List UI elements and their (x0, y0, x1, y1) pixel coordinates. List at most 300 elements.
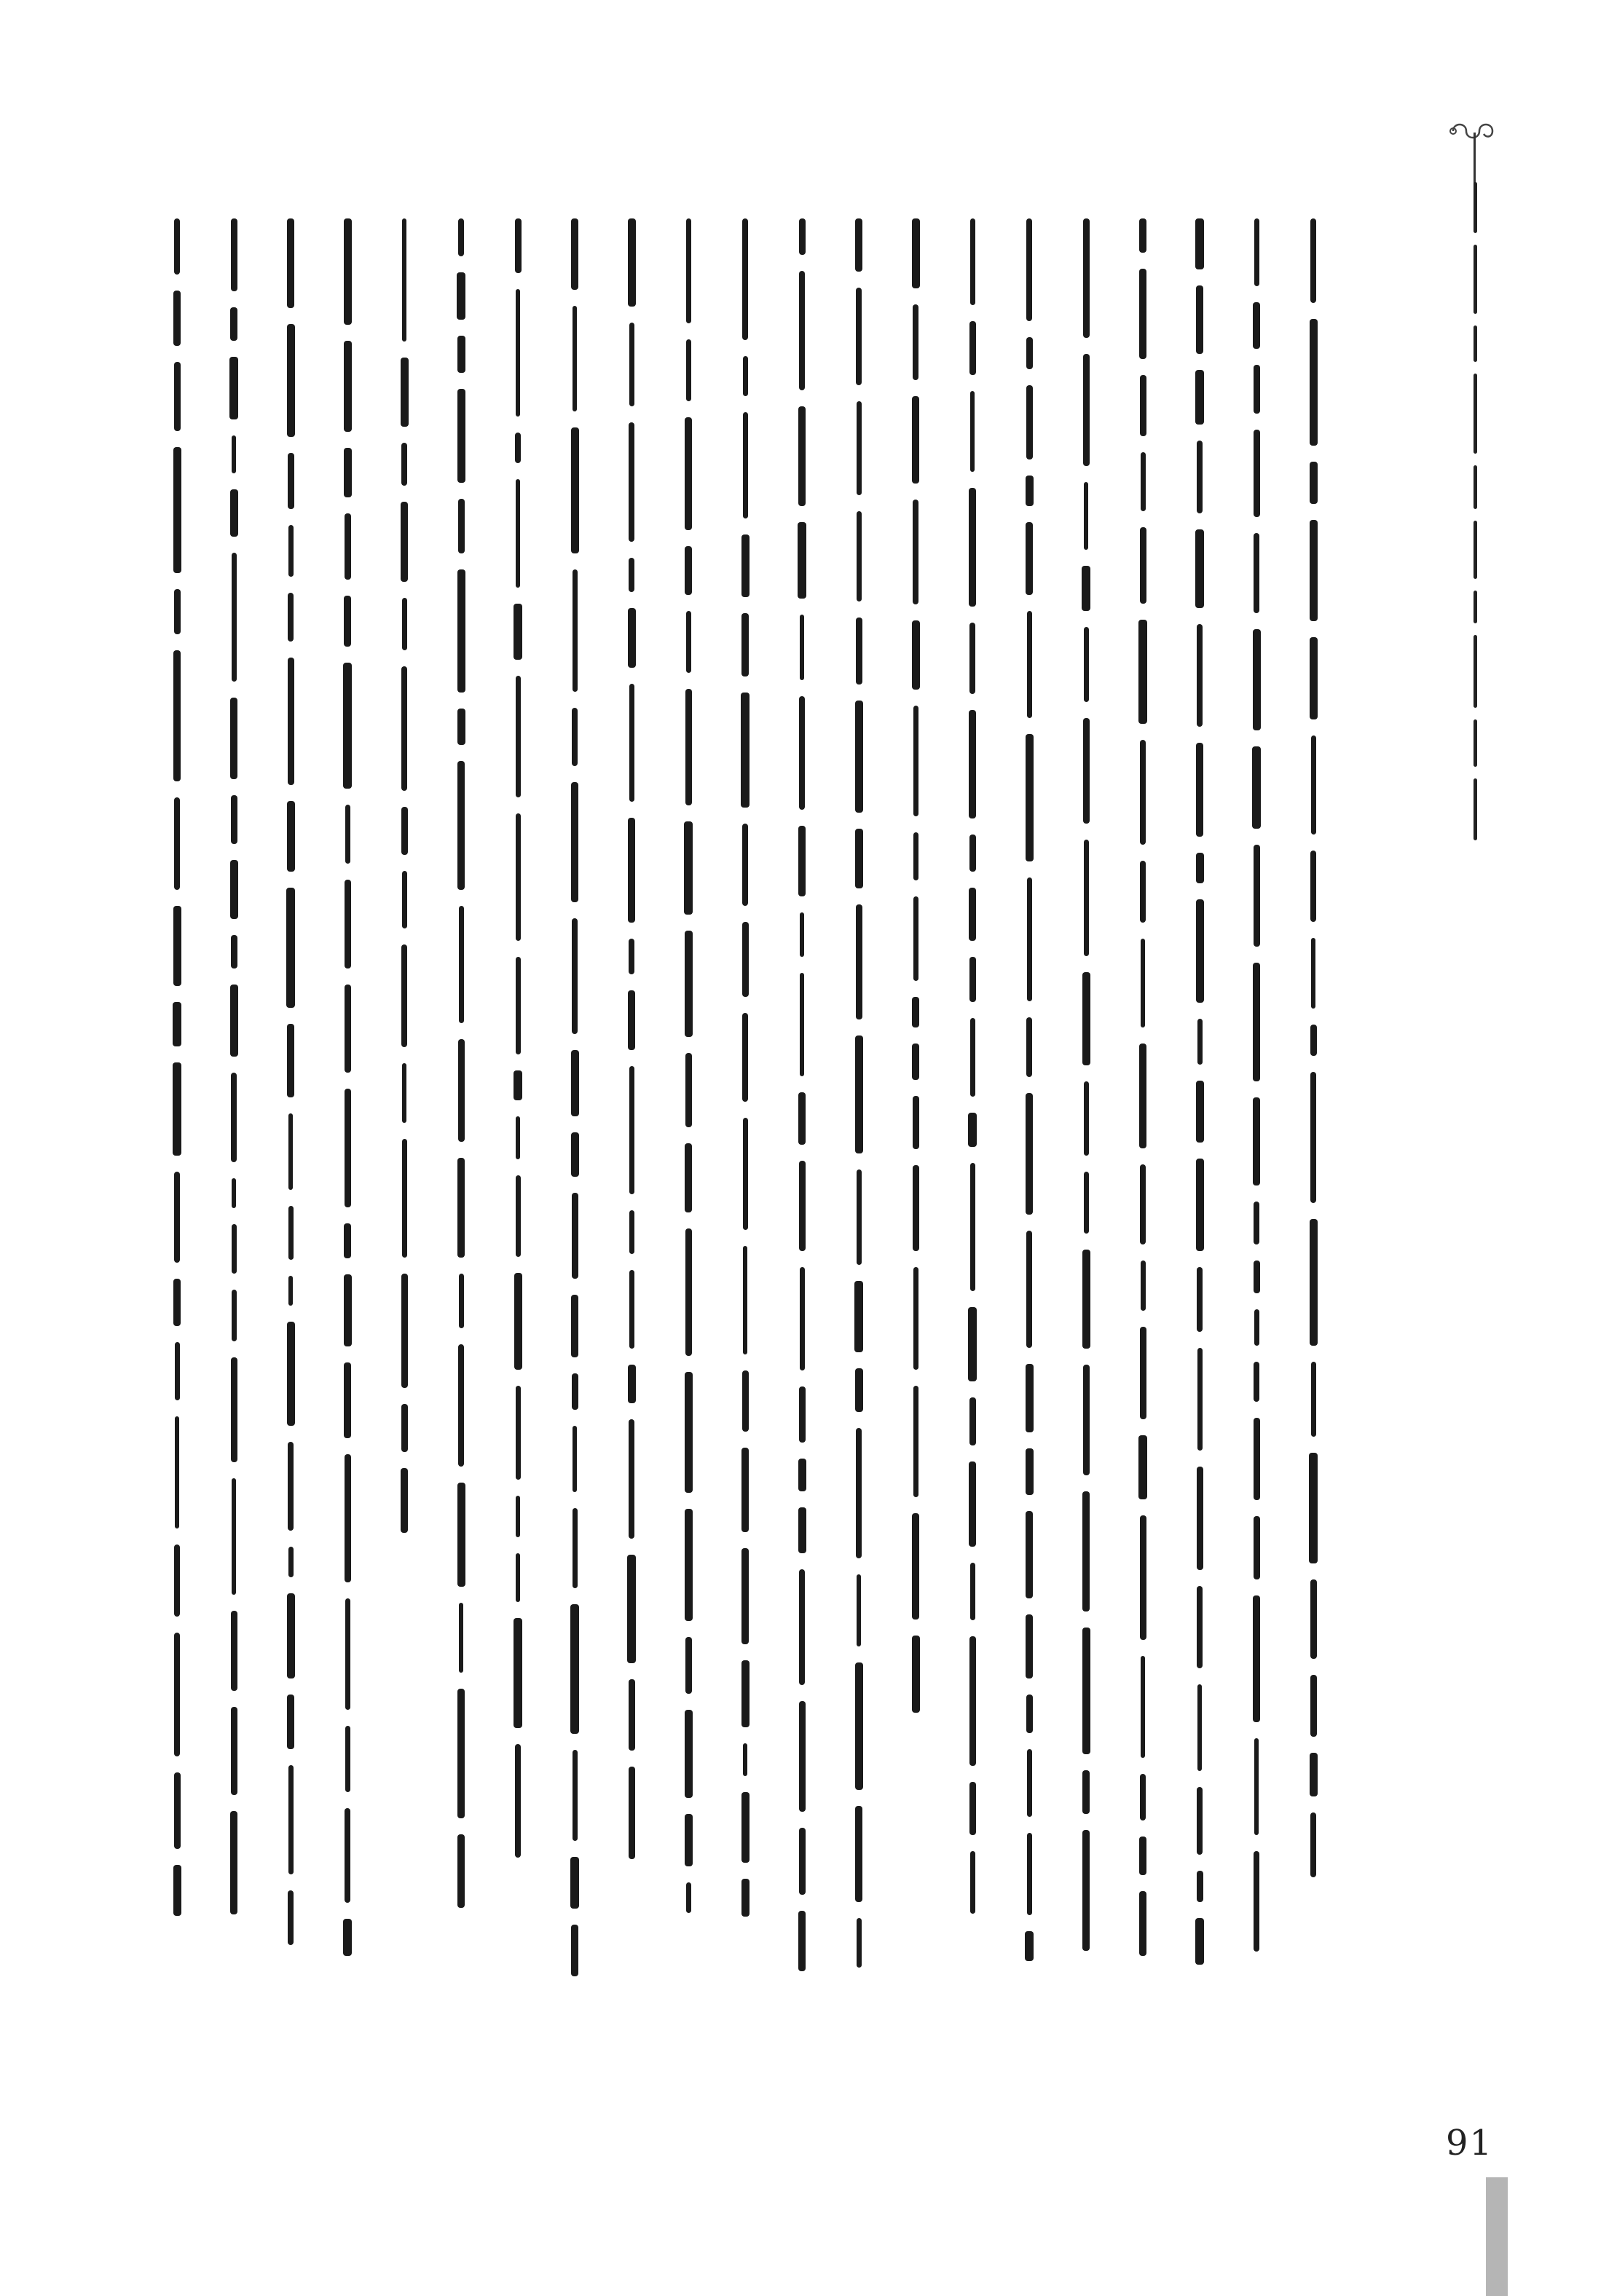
mongolian-word (1254, 845, 1260, 947)
mongolian-word (855, 1662, 863, 1790)
mongolian-word (457, 336, 465, 373)
mongolian-word (1083, 354, 1090, 466)
mongolian-word (1196, 853, 1204, 883)
mongolian-word (628, 218, 636, 307)
mongolian-word (515, 218, 522, 273)
mongolian-word (1140, 527, 1146, 604)
mongolian-line-6 (1017, 218, 1042, 2017)
mongolian-word (1139, 218, 1146, 253)
mongolian-word (685, 1509, 693, 1621)
mongolian-word (231, 795, 237, 844)
mongolian-word (913, 896, 918, 981)
mongolian-word (175, 1416, 179, 1528)
mongolian-word (969, 957, 976, 1002)
mongolian-word (1197, 1684, 1202, 1771)
mongolian-line-12 (676, 218, 701, 2017)
mongolian-word (457, 1834, 465, 1908)
mongolian-word (516, 1386, 521, 1480)
mongolian-word (232, 553, 237, 682)
mongolian-word (1310, 1812, 1316, 1877)
mongolian-word (1195, 370, 1204, 425)
mongolian-word (572, 918, 578, 1034)
mongolian-word (742, 1013, 748, 1102)
mongolian-word (514, 1070, 522, 1100)
mongolian-word (685, 1053, 692, 1127)
mongolian-word (685, 1228, 692, 1356)
mongolian-word (913, 1386, 918, 1497)
mongolian-word (571, 782, 578, 902)
mongolian-word (799, 696, 805, 810)
mongolian-word (459, 906, 464, 1023)
mongolian-word (629, 1679, 635, 1751)
mongolian-word (1311, 735, 1316, 835)
mongolian-word (230, 489, 238, 537)
mongolian-word (1196, 743, 1203, 837)
mongolian-word (628, 990, 635, 1050)
mongolian-word (516, 957, 521, 1054)
mongolian-word (401, 944, 407, 1047)
mongolian-line-4 (1130, 218, 1155, 2017)
mongolian-word (1140, 375, 1146, 436)
mongolian-word (231, 218, 237, 291)
mongolian-word (1026, 1231, 1032, 1348)
mongolian-word (628, 818, 635, 923)
mongolian-word (288, 525, 294, 577)
mongolian-word (969, 888, 976, 941)
mongolian-word (288, 593, 294, 642)
mongolian-word (1254, 1516, 1260, 1579)
mongolian-word (457, 1158, 465, 1258)
mongolian-word (345, 1598, 350, 1710)
mongolian-word (856, 904, 862, 1019)
mongolian-word (629, 558, 634, 592)
mongolian-line-2 (1244, 218, 1269, 2017)
mongolian-word (741, 613, 749, 676)
mongolian-word (457, 389, 465, 483)
mongolian-word (1026, 218, 1032, 321)
mongolian-word (174, 589, 181, 634)
mongolian-word (401, 358, 409, 427)
mongolian-word (231, 935, 237, 968)
mongolian-word (570, 1857, 579, 1909)
mongolian-word (1083, 1365, 1090, 1475)
mongolian-word (686, 1882, 691, 1913)
mongolian-word (969, 321, 976, 375)
mongolian-word (288, 1113, 293, 1190)
mongolian-word (1026, 734, 1034, 861)
mongolian-word (1254, 365, 1260, 414)
mongolian-word (1252, 746, 1261, 829)
mongolian-word (287, 1593, 295, 1678)
mongolian-word (174, 1545, 180, 1617)
mongolian-word (288, 1276, 293, 1306)
mongolian-line-15 (505, 218, 530, 2017)
mongolian-word (856, 1428, 862, 1558)
mongolian-word (1082, 972, 1090, 1065)
mongolian-word (458, 218, 464, 256)
mongolian-word (913, 832, 918, 880)
mongolian-word (573, 1750, 578, 1841)
mongolian-word (1197, 1787, 1203, 1855)
mongolian-word (628, 608, 636, 668)
mongolian-line-3 (1187, 218, 1212, 2017)
mongolian-word (572, 708, 578, 766)
mongolian-word (1196, 1159, 1204, 1251)
mongolian-word (573, 1508, 578, 1588)
mongolian-word (401, 1468, 408, 1533)
mongolian-word (799, 1569, 805, 1685)
mongolian-word (1195, 1918, 1204, 1965)
mongolian-word (401, 502, 408, 582)
mongolian-word (345, 513, 351, 580)
mongolian-word (855, 701, 863, 813)
mongolian-word (1254, 1202, 1259, 1244)
mongolian-word (401, 1274, 408, 1388)
mongolian-word (1026, 1448, 1034, 1495)
mongolian-word (232, 1290, 237, 1341)
mongolian-word (570, 1604, 579, 1734)
mongolian-word (173, 1002, 181, 1046)
mongolian-word (230, 307, 237, 341)
mongolian-word (173, 1062, 181, 1156)
mongolian-word (1140, 1164, 1146, 1244)
mongolian-word (854, 1281, 863, 1352)
mongolian-line-18 (335, 218, 360, 2017)
mongolian-word (1083, 218, 1090, 338)
mongolian-word (1197, 1467, 1203, 1570)
mongolian-word (1253, 1595, 1260, 1722)
mongolian-line-17 (392, 218, 417, 2017)
mongolian-word (514, 1273, 522, 1370)
mongolian-word (1196, 285, 1203, 354)
mongolian-word (629, 1270, 634, 1349)
mongolian-line-13 (619, 218, 644, 2017)
mongolian-word (742, 922, 749, 997)
mongolian-word (516, 1553, 520, 1602)
mongolian-word (686, 339, 691, 401)
mongolian-word (230, 1811, 237, 1914)
mongolian-word (970, 1563, 975, 1620)
mongolian-word (798, 1092, 806, 1145)
mongolian-word (231, 1707, 237, 1795)
mongolian-word (232, 1224, 237, 1274)
mongolian-word (629, 1210, 634, 1254)
mongolian-word (685, 1637, 692, 1694)
mongolian-word (458, 499, 465, 553)
mongolian-word (855, 1368, 863, 1412)
mongolian-word (515, 433, 521, 463)
mongolian-word (231, 1357, 237, 1462)
mongolian-line-21 (165, 218, 189, 2017)
mongolian-word (629, 684, 634, 802)
mongolian-word (1195, 529, 1204, 608)
mongolian-word (968, 1113, 977, 1147)
mongolian-word (856, 618, 862, 685)
mongolian-word (799, 271, 805, 390)
mongolian-word (1195, 218, 1204, 269)
mongolian-word (345, 1808, 350, 1903)
mongolian-word (800, 912, 804, 957)
mongolian-word (1254, 218, 1259, 286)
mongolian-word (173, 447, 181, 573)
mongolian-word (1196, 1081, 1204, 1143)
mongolian-word (345, 805, 350, 864)
mongolian-word (1254, 1418, 1260, 1500)
mongolian-word (1254, 1738, 1259, 1835)
mongolian-word (685, 417, 692, 530)
mongolian-word (345, 1726, 350, 1792)
mongolian-word (345, 1089, 351, 1207)
mongolian-word (1026, 1017, 1032, 1077)
mongolian-word (1140, 861, 1146, 923)
mongolian-word (571, 218, 578, 290)
mongolian-word (1026, 1614, 1033, 1678)
mongolian-word (344, 596, 351, 647)
mongolian-word (174, 1172, 180, 1263)
mongolian-word (685, 931, 693, 1037)
mongolian-word (1138, 1435, 1147, 1499)
mongolian-word (1197, 624, 1203, 727)
mongolian-word (685, 1143, 692, 1212)
mongolian-word (1141, 452, 1146, 511)
mongolian-word (343, 1919, 352, 1956)
mongolian-word (629, 323, 634, 406)
mongolian-word (232, 1478, 236, 1595)
mongolian-word (969, 623, 975, 694)
mongolian-word (344, 1274, 352, 1346)
mongolian-word (1310, 462, 1318, 504)
mongolian-word (345, 880, 351, 968)
mongolian-word (629, 1066, 634, 1194)
mongolian-word (1254, 1309, 1259, 1346)
mongolian-word (514, 1618, 522, 1728)
mongolian-word (1197, 1586, 1203, 1668)
mongolian-word (457, 709, 465, 745)
mongolian-word (571, 1050, 579, 1116)
mongolian-word (855, 1806, 862, 1902)
body-text (182, 218, 1348, 2039)
mongolian-word (344, 1223, 351, 1258)
mongolian-word (457, 761, 465, 890)
mongolian-word (1197, 441, 1203, 513)
mongolian-word (1027, 611, 1032, 718)
mongolian-word (1084, 840, 1089, 956)
mongolian-word (1025, 1931, 1034, 1961)
mongolian-line-9 (846, 218, 871, 2017)
mongolian-word (401, 1404, 408, 1452)
mongolian-word (457, 569, 465, 693)
mongolian-word (800, 1267, 805, 1370)
mongolian-word (969, 835, 976, 872)
mongolian-word (855, 218, 862, 272)
mongolian-word (1141, 1261, 1146, 1311)
mongolian-word (457, 1483, 465, 1587)
mongolian-word (232, 1178, 236, 1208)
mongolian-word (913, 304, 918, 380)
mongolian-word (1253, 963, 1260, 1081)
mongolian-word (287, 324, 295, 437)
mongolian-word (1197, 1019, 1203, 1065)
mongolian-word (231, 1611, 237, 1691)
mongolian-word (344, 218, 352, 325)
mongolian-word (1310, 1579, 1317, 1659)
mongolian-word (741, 1548, 749, 1644)
mongolian-word (174, 1633, 180, 1756)
mongolian-word (1084, 1081, 1089, 1156)
mongolian-word (686, 218, 691, 323)
mongolian-word (1026, 337, 1033, 369)
mongolian-word (1311, 938, 1315, 1009)
mongolian-word (1309, 1453, 1318, 1563)
mongolian-word (1138, 620, 1147, 724)
mongolian-word (799, 1828, 806, 1895)
mongolian-word (1084, 482, 1088, 550)
mongolian-word (857, 401, 862, 495)
mongolian-word (970, 1851, 975, 1914)
mongolian-word (516, 479, 520, 588)
mongolian-word (855, 1035, 863, 1153)
mongolian-word (231, 1073, 237, 1162)
page-number: 91 (1446, 2123, 1494, 2163)
mongolian-word (516, 676, 521, 797)
mongolian-word (685, 546, 692, 595)
mongolian-word (1310, 1753, 1318, 1796)
mongolian-word (344, 448, 352, 497)
mongolian-word (1139, 1044, 1146, 1148)
mongolian-word (743, 1743, 747, 1776)
mongolian-word (573, 1426, 577, 1492)
mongolian-word (685, 1372, 693, 1493)
mongolian-word (401, 666, 407, 791)
mongolian-word (1254, 430, 1260, 517)
mongolian-word (173, 291, 181, 346)
mongolian-word (969, 1461, 976, 1547)
mongolian-word (628, 1365, 636, 1403)
mongolian-line-20 (221, 218, 246, 2017)
mongolian-word (1253, 1097, 1260, 1186)
mongolian-word (343, 663, 352, 789)
mongolian-word (798, 522, 806, 599)
mongolian-line-8 (903, 218, 928, 2017)
mongolian-word (912, 218, 920, 288)
mongolian-word (174, 218, 180, 275)
mongolian-word (1253, 629, 1261, 730)
mongolian-word (1140, 1327, 1146, 1419)
mongolian-word (1082, 1250, 1090, 1349)
mongolian-word (515, 1744, 521, 1858)
mongolian-word (1027, 1749, 1032, 1817)
mongolian-word (627, 1555, 636, 1663)
mongolian-word (1310, 1219, 1318, 1346)
mongolian-word (1197, 1348, 1203, 1451)
mongolian-word (1026, 385, 1033, 459)
running-head (1460, 182, 1490, 961)
mongolian-word (741, 1660, 750, 1727)
mongolian-word (287, 218, 294, 308)
mongolian-word (912, 1513, 919, 1620)
mongolian-word (1083, 718, 1090, 824)
mongolian-word (402, 871, 407, 928)
mongolian-word (287, 1024, 294, 1097)
mongolian-word (1310, 851, 1316, 922)
mongolian-line-1 (1301, 218, 1326, 2017)
mongolian-word (288, 1890, 294, 1945)
mongolian-line-16 (449, 218, 473, 2017)
mongolian-word (741, 693, 750, 808)
mongolian-word (571, 427, 579, 553)
mongolian-word (174, 1772, 181, 1849)
mongolian-word (1027, 877, 1032, 1001)
mongolian-word (288, 1442, 294, 1531)
mongolian-word (799, 1161, 806, 1251)
mongolian-word (516, 1116, 520, 1159)
mongolian-word (516, 1496, 520, 1537)
mongolian-word (1026, 1695, 1033, 1733)
mongolian-word (514, 604, 522, 660)
mongolian-word (912, 620, 920, 690)
mongolian-word (402, 1139, 407, 1258)
mongolian-word (288, 658, 294, 785)
mongolian-word (743, 356, 748, 396)
mongolian-word (1082, 1491, 1090, 1611)
mongolian-word (686, 611, 691, 673)
mongolian-word (629, 422, 634, 542)
mongolian-word (230, 860, 238, 919)
mongolian-word (571, 1925, 578, 1976)
mongolian-word (1082, 1770, 1090, 1814)
mongolian-word (286, 888, 295, 1008)
mongolian-word (970, 218, 975, 305)
mongolian-word (173, 906, 181, 986)
mongolian-word (857, 1169, 862, 1265)
mongolian-word (913, 1267, 918, 1370)
mongolian-word (1141, 939, 1145, 1027)
mongolian-word (457, 272, 465, 320)
mongolian-word (230, 698, 237, 779)
mongolian-word (458, 1039, 465, 1142)
mongolian-word (798, 1507, 806, 1553)
mongolian-word (970, 1018, 975, 1097)
mongolian-word (685, 1814, 693, 1866)
mongolian-word (402, 598, 407, 650)
mongolian-word (799, 1701, 806, 1812)
mongolian-line-10 (790, 218, 814, 2017)
mongolian-word (516, 289, 520, 417)
mongolian-word (857, 1918, 862, 1968)
mongolian-word (855, 829, 863, 888)
mongolian-word (516, 813, 521, 941)
mongolian-word (232, 435, 236, 473)
mongolian-word (629, 1767, 635, 1859)
mongolian-word (913, 706, 918, 816)
mongolian-word (344, 1362, 351, 1438)
mongolian-word (857, 511, 862, 601)
mongolian-line-11 (733, 218, 758, 2017)
mongolian-word (1254, 533, 1259, 613)
mongolian-word (288, 1765, 294, 1874)
mongolian-line-14 (562, 218, 587, 2017)
mongolian-word (573, 569, 578, 692)
mongolian-word (1197, 1871, 1203, 1902)
mongolian-word (912, 396, 919, 484)
mongolian-word (1310, 218, 1316, 303)
mongolian-word (287, 1695, 294, 1749)
mongolian-word (287, 1322, 295, 1426)
mongolian-word (1310, 319, 1318, 446)
mongolian-word (1253, 302, 1260, 349)
mongolian-word (1310, 1675, 1317, 1737)
mongolian-word (1140, 1774, 1146, 1820)
